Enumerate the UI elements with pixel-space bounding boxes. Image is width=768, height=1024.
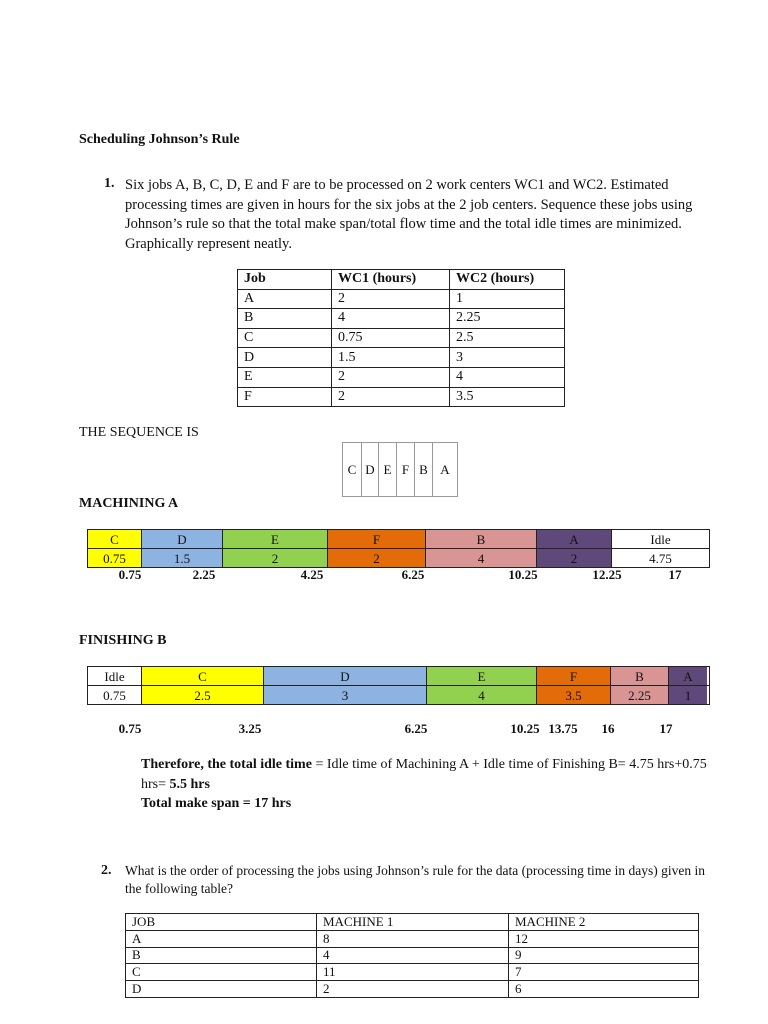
- makespan-statement: Total make span = 17 hrs: [141, 796, 292, 811]
- gantt-job-cell: E: [222, 530, 327, 548]
- summary-block: [141, 755, 731, 814]
- gantt-job-cell: A: [536, 530, 611, 548]
- table-cell: 3: [450, 348, 565, 368]
- gantt-time-row: [88, 685, 709, 704]
- table-row: [126, 964, 699, 981]
- sequence-item: B: [415, 443, 433, 496]
- sequence-label: THE SEQUENCE IS: [79, 425, 199, 440]
- finishing-b-gantt: [87, 666, 710, 705]
- table-cell: C: [238, 328, 332, 348]
- table-cell: 2: [332, 387, 450, 407]
- question-1-number: 1.: [104, 176, 115, 191]
- gantt-time-cell: 4: [426, 686, 536, 704]
- table-cell: 3.5: [450, 387, 565, 407]
- table-cell: 9: [509, 947, 699, 964]
- gantt-tick-label: 10.25: [510, 721, 540, 736]
- gantt-job-cell: D: [141, 530, 222, 548]
- gantt-tick-label: 16: [601, 721, 615, 736]
- table-cell: B: [126, 947, 317, 964]
- gantt-tick-label: 17: [659, 721, 673, 736]
- idle-time-statement: [141, 755, 731, 794]
- table-cell: 7: [509, 964, 699, 981]
- table-cell: 1: [450, 289, 565, 309]
- gantt-job-cell: B: [425, 530, 536, 548]
- gantt-job-cell: A: [668, 667, 707, 685]
- gantt-time-cell: 2: [536, 549, 611, 567]
- gantt-job-cell: D: [263, 667, 426, 685]
- idle-time-result: 5.5 hrs: [169, 776, 210, 792]
- sequence-item: C: [343, 443, 362, 496]
- question-2-text: What is the order of processing the jobs using Johnson’s rule for the data (processing time in days) given in the following table?: [125, 863, 706, 896]
- sequence-item: E: [379, 443, 397, 496]
- gantt-job-cell: F: [327, 530, 425, 548]
- idle-time-text: = Idle time of Machining A + Idle time of Finishing B= 4.75 hrs+0.75 hrs=: [141, 757, 707, 792]
- table-header-row: [126, 914, 699, 931]
- gantt-job-cell: B: [610, 667, 668, 685]
- table-row: [238, 328, 565, 348]
- sequence-item: D: [362, 443, 379, 496]
- table-cell: 12: [509, 930, 699, 947]
- table-cell: D: [238, 348, 332, 368]
- header-machine-1: MACHINE 1: [317, 914, 509, 931]
- gantt-tick-label: 0.75: [118, 721, 142, 736]
- finishing-b-heading: FINISHING B: [79, 633, 167, 648]
- machine-times-table: [125, 913, 699, 998]
- header-job: Job: [238, 270, 332, 290]
- header-wc1: WC1 (hours): [332, 270, 450, 290]
- table-cell: D: [126, 981, 317, 998]
- table-cell: 2: [332, 289, 450, 309]
- gantt-time-cell: 3.5: [536, 686, 610, 704]
- gantt-tick-label: 13.75: [548, 721, 578, 736]
- machining-a-heading: MACHINING A: [79, 496, 179, 511]
- gantt-tick-label: 17: [668, 567, 682, 582]
- document-title: Scheduling Johnson’s Rule: [79, 132, 240, 147]
- table-cell: A: [126, 930, 317, 947]
- table-cell: 4: [317, 947, 509, 964]
- gantt-time-cell: 2: [327, 549, 425, 567]
- table-cell: 8: [317, 930, 509, 947]
- table-cell: 2: [332, 367, 450, 387]
- gantt-time-row: [88, 548, 709, 567]
- gantt-job-cell: Idle: [611, 530, 709, 548]
- gantt-tick-label: 0.75: [118, 567, 142, 582]
- table-row: [238, 348, 565, 368]
- sequence-item: A: [440, 461, 450, 477]
- table-cell: A: [238, 289, 332, 309]
- table-row: [126, 930, 699, 947]
- table-cell: E: [238, 367, 332, 387]
- gantt-tick-label: 4.25: [300, 567, 324, 582]
- gantt-job-cell: Idle: [88, 667, 141, 685]
- table-cell: 11: [317, 964, 509, 981]
- gantt-time-cell: 4.75: [611, 549, 709, 567]
- table-cell: 2.25: [450, 309, 565, 329]
- gantt-tick-label: 2.25: [192, 567, 216, 582]
- gantt-time-cell: 1.5: [141, 549, 222, 567]
- table-cell: 2.5: [450, 328, 565, 348]
- gantt-tick-label: 10.25: [508, 567, 538, 582]
- header-machine-2: MACHINE 2: [509, 914, 699, 931]
- gantt-job-row: [88, 530, 709, 548]
- table-row: [238, 309, 565, 329]
- table-cell: 6: [509, 981, 699, 998]
- gantt-job-row: [88, 667, 709, 685]
- gantt-tick-label: 6.25: [404, 721, 428, 736]
- machining-a-gantt: [87, 529, 710, 568]
- table-row: [238, 367, 565, 387]
- table-row: [238, 289, 565, 309]
- gantt-time-cell: 0.75: [88, 549, 141, 567]
- gantt-time-cell: 3: [263, 686, 426, 704]
- table-cell: 4: [450, 367, 565, 387]
- table-cell: 0.75: [332, 328, 450, 348]
- table-row: [126, 947, 699, 964]
- gantt-job-cell: E: [426, 667, 536, 685]
- header-wc2: WC2 (hours): [450, 270, 565, 290]
- gantt-time-cell: 4: [425, 549, 536, 567]
- table-cell: 1.5: [332, 348, 450, 368]
- table-cell: B: [238, 309, 332, 329]
- gantt-job-cell: C: [88, 530, 141, 548]
- sequence-boxes: [342, 442, 458, 497]
- gantt-time-cell: 0.75: [88, 686, 141, 704]
- table-cell: C: [126, 964, 317, 981]
- gantt-tick-label: 12.25: [592, 567, 622, 582]
- gantt-tick-label: 6.25: [401, 567, 425, 582]
- gantt-time-cell: 2.5: [141, 686, 263, 704]
- gantt-job-cell: C: [141, 667, 263, 685]
- table-cell: 2: [317, 981, 509, 998]
- processing-times-table: [237, 269, 565, 407]
- table-header-row: [238, 270, 565, 290]
- table-row: [126, 981, 699, 998]
- header-job: JOB: [126, 914, 317, 931]
- sequence-item: F: [397, 443, 415, 496]
- gantt-time-cell: 2: [222, 549, 327, 567]
- gantt-job-cell: F: [536, 667, 610, 685]
- question-2-number: 2.: [101, 863, 112, 878]
- gantt-time-cell: 1: [668, 686, 707, 704]
- table-row: [238, 387, 565, 407]
- question-1-text: Six jobs A, B, C, D, E and F are to be processed on 2 work centers WC1 and WC2. Estimated processing times are given in hours for the six jobs at the 2 job centers. Sequence these jobs using Johnson’s rule so that the total make span/total flow time and the total idle times are minimized. Graphically represent neatly.: [125, 177, 693, 252]
- idle-time-bold: Therefore, the total idle time: [141, 757, 312, 772]
- table-cell: F: [238, 387, 332, 407]
- table-cell: 4: [332, 309, 450, 329]
- gantt-tick-label: 3.25: [238, 721, 262, 736]
- gantt-time-cell: 2.25: [610, 686, 668, 704]
